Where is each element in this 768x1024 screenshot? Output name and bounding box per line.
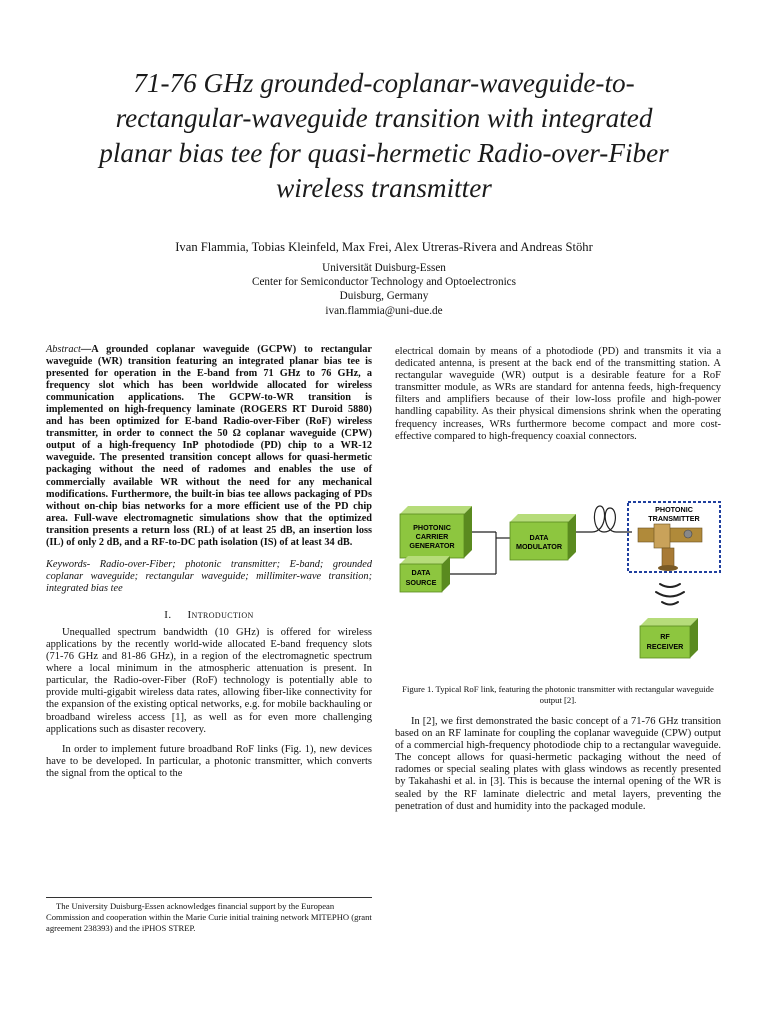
right-column-lower bbox=[395, 716, 721, 821]
abstract-text: —A grounded coplanar waveguide (GCPW) to rectangular waveguide (WR) transition featuring an integrated planar bias tee is presented for operation in the E-band from 71 GHz to 76 GHz, a frequency slot which has been worldwide allocated for wireless communication applications. The GCPW-to-WR transition is implemented on high-frequency laminate (ROGERS RT Duroid 5880) and has been optimized for E-band Radio-over-Fiber (RoF) wireless transmitter, in order to connect the 50 Ω coplanar waveguide (CPW) output of a high-frequency InP photodiode (PD) chip to a WR-12 waveguide. The presented transition concept allows for quasi-hermetic packaging without the need of radomes and enables the use of commercially available WR without the need for any mechanical modifications. Furthermore, the built-in bias tee allows packaging of PDs without on-chip bias networks for a more efficient use of the PD chip area. Full-wave electromagnetic simulations show that the optimized transition presents a return loss (RL) of at least 25 dB, an insertion loss (IL) of only 2 dB, and a RF-to-DC path isolation (IS) of at least 34 dB. bbox=[46, 344, 372, 548]
right-paragraph-2: In [2], we first demonstrated the basic concept of a 71-76 GHz transition based on an RF laminate for coupling the coplanar waveguide (CPW) output of a commercial high-frequency photodiode chip to a rectangular waveguide. The concept allows for quasi-hermetic packaging without the need of radomes or special sealing plates with glass windows as recently presented by Takahashi et al. in [3]. This is because the internal opening of the WR is sealed by the RF laminate dielectric and metal layers, preventing the penetration of dust and humidity into the packaged module. bbox=[395, 716, 721, 812]
figure-1 bbox=[392, 486, 728, 676]
affiliation-city: Duisburg, Germany bbox=[339, 290, 429, 303]
carrier-label-2: CARRIER bbox=[415, 532, 449, 541]
affiliation-center: Center for Semiconductor Technology and Optoelectronics bbox=[251, 276, 516, 289]
author-email[interactable]: ivan.flammia@uni-due.de bbox=[325, 304, 443, 317]
rx-label-2: RECEIVER bbox=[646, 642, 684, 651]
modulator-label-1: DATA bbox=[529, 533, 549, 542]
footnote: The University Duisburg-Essen acknowledges financial support by the European Commission and cooperation within the Marie Curie initial training network MITEPHO (grant agreement 238393) and the iPHOS STREP. bbox=[46, 901, 372, 933]
box-data-source bbox=[400, 556, 450, 592]
rof-link-diagram bbox=[392, 486, 728, 676]
title-line-4: wireless transmitter bbox=[276, 173, 492, 203]
box-photonic-carrier-generator bbox=[400, 506, 472, 558]
carrier-label-3: GENERATOR bbox=[409, 541, 455, 550]
footnote-divider bbox=[46, 897, 372, 898]
tx-label-2: TRANSMITTER bbox=[648, 514, 700, 523]
left-column bbox=[46, 344, 372, 788]
title-line-3: planar bias tee for quasi-hermetic Radio-over-Fiber bbox=[99, 138, 669, 168]
carrier-label-1: PHOTONIC bbox=[413, 523, 451, 532]
modulator-label-2: MODULATOR bbox=[515, 542, 563, 551]
title-line-1: 71-76 GHz grounded-coplanar-waveguide-to- bbox=[133, 68, 635, 98]
section-heading bbox=[46, 609, 372, 621]
abstract-lead: Abstract bbox=[46, 344, 81, 355]
affiliation-university: Universität Duisburg-Essen bbox=[322, 262, 446, 274]
authors: Ivan Flammia, Tobias Kleinfeld, Max Frei, Alex Utreras-Rivera and Andreas Stöhr bbox=[175, 240, 593, 254]
title-line-2: rectangular-waveguide transition with integrated bbox=[115, 103, 653, 133]
tx-label-1: PHOTONIC bbox=[655, 505, 693, 514]
rx-label-1: RF bbox=[660, 632, 670, 641]
intro-paragraph-2: In order to implement future broadband RoF links (Fig. 1), new devices have to be developed. In particular, a photonic transmitter, which converts the signal from the optical to the bbox=[46, 743, 372, 779]
box-rf-receiver bbox=[640, 618, 698, 658]
box-data-modulator bbox=[510, 514, 576, 560]
figure-caption: Figure 1. Typical RoF link, featuring the photonic transmitter with rectangular waveguide output [2]. bbox=[402, 684, 714, 705]
source-label-1: DATA bbox=[411, 568, 431, 577]
paper-title bbox=[40, 66, 728, 206]
box-photonic-transmitter bbox=[628, 502, 720, 572]
section-number: I. bbox=[164, 608, 172, 621]
right-paragraph-1: electrical domain by means of a photodiode (PD) and transmits it via a dedicated antenna, is present at the back end of the transmitting station. A rectangular waveguide (WR) output is a desirable feature for a RoF transmitter module, as WRs are standard for antenna feeds, high-frequency filters and amplifiers because of their low-loss profile and high-power handling capability. As their physical dimensions shrink when the operating frequency increases, WRs furthermore become compact and more cost-effective compared to high-frequency coaxial connectors. bbox=[395, 346, 721, 442]
section-title: Introduction bbox=[187, 608, 254, 621]
affiliation bbox=[40, 261, 728, 318]
intro-paragraph-1: Unequalled spectrum bandwidth (10 GHz) is offered for wireless applications by the recently world-wide allocated E-band frequency slots (71-76 GHz and 81-86 GHz), in a region of the electromagnetic spectrum where a local minimum in the atmospheric attenuation is present. In particular, the Radio-over-Fiber (RoF) technology is potentially able to provide multi-gigabit wireless data rates, allowing fiber-like connectivity for the expansion of the existing optical networks, e.g. for mobile backhauling or broadband wireless access [1], as well as for even more challenging applications such as disaster recovery. bbox=[46, 626, 372, 735]
source-label-2: SOURCE bbox=[405, 578, 437, 587]
wireless-waves-icon bbox=[656, 584, 684, 605]
keywords: Keywords- Radio-over-Fiber; photonic transmitter; E-band; grounded coplanar waveguide; rectangular waveguide; millimiter-wave transition; integrated bias tee bbox=[46, 558, 372, 594]
abstract bbox=[46, 344, 372, 549]
right-column bbox=[395, 346, 721, 451]
